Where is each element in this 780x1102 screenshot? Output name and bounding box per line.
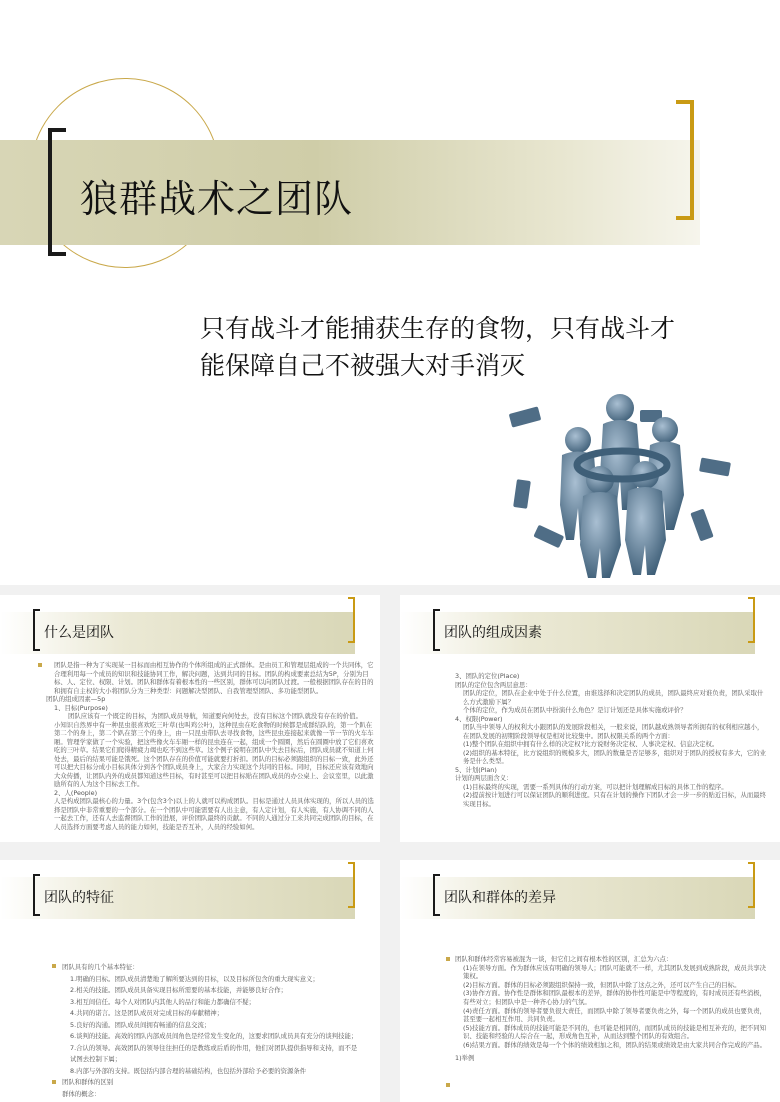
- left-bracket-decoration: [433, 874, 440, 916]
- slide-body: [455, 955, 767, 1062]
- left-bracket-decoration: [48, 128, 66, 256]
- slide-what-is-team: [0, 595, 380, 842]
- bullet-marker: [52, 964, 56, 968]
- left-bracket-decoration: [33, 609, 40, 651]
- paragraph: (1)整个团队在组织中拥有什么样的决定权?比方说财务决定权、人事决定权、信息决定权。: [463, 740, 719, 748]
- slide-divider: [0, 585, 780, 595]
- paragraph: 计划的两层面含义：: [455, 774, 513, 782]
- right-bracket-decoration: [748, 597, 755, 643]
- paragraph: 团队当中领导人的权利大小跟团队的发展阶段相关，一般来说，团队越成熟领导者所拥有的权利相应越小，在团队发展的初期阶段领导权是相对比较集中。团队权限关系的两个方面：: [463, 723, 764, 740]
- left-bracket-decoration: [433, 609, 440, 651]
- slide-title: 什么是团队: [44, 625, 114, 641]
- right-bracket-decoration: [348, 597, 355, 643]
- slide-team-features: [0, 860, 380, 1102]
- slide-team-vs-group: [400, 860, 780, 1102]
- list-item: 7.合认的领导。高效团队的领导往往担任的是教练或后盾的作用，他们对团队提供指导和支持，而不是试图去控制下属；: [70, 1043, 358, 1063]
- paragraph: 小知识自然界中有一种昆虫很喜欢吃三叶草(也叫鸡公叶)，这种昆虫在吃食物的时候都是成群结队的，第一个趴在第二个的身上，第二个趴在第三个的身上，由一只昆虫带队去寻找食物，这些昆虫连接起来就像一节一节的火车车厢。管理学家做了一个实验，把这些像火车车厢一样的昆虫连在一起，组成一个圆圈，然后在圆圈中放了它们喜欢吃的三叶草。结果它们爬得精疲力竭也吃不到这些草。这个例子说明在团队中失去目标后，团队成员就不知道上何处去，最后的结果可能是饿死。这个团队存在的价值可能就要打折扣。团队的目标必须跟组织的目标一致，此外还可以把大目标分成小目标具体分到各个团队成员身上，大家合力实现这个共同的目标。同时，目标还应该有效地向大众传播，让团队内外的成员都知道这些目标，有时甚至可以把目标贴在团队成员的办公桌上、会议室里，以此激励所有的人为这个目标去工作。: [54, 720, 374, 788]
- bullet-marker: [52, 1080, 56, 1084]
- page-subtitle: 只有战斗才能捕获生存的食物，只有战斗才能保障自己不被强大对手消灭: [200, 314, 676, 380]
- paragraph: (1)目标最终的实现，需要一系列具体的行动方案，可以把计划理解成目标的具体工作的程序。: [463, 782, 728, 791]
- paragraph: 团队的组成因素—5p: [46, 695, 106, 703]
- list-item: (3)协作方面。协作性是群体和团队最根本的差异，群体的协作性可能是中等程度的，有时成员还有些消极，有些对立；但团队中是一种齐心协力的气氛。: [463, 989, 767, 1006]
- list-item: (6)结果方面。群体的绩效是每一个个体的绩效相加之和，团队的结果或绩效是由大家共同合作完成的产品。: [463, 1040, 767, 1049]
- list-item: (1)在领导方面。作为群体应该有明确的领导人；团队可能就不一样，尤其团队发展到成熟阶段，成员共享决策权。: [463, 963, 767, 981]
- paragraph: 团队应该有一个既定的目标，为团队成员导航，知道要向何处去，没有目标这个团队就没有存在的价值。: [68, 712, 362, 720]
- list-item: 5.良好的沟通。团队成员间拥有畅通的信息交流；: [70, 1020, 211, 1029]
- list-item: (5)技能方面。群体成员的技能可能是不同的，也可能是相同的，而团队成员的技能是相互补充的，把不同知识、技能和经验的人综合在一起，形成角色互补，从而达到整个团队的有效组合。: [463, 1023, 767, 1041]
- paragraph: 1、目标(Purpose): [54, 703, 108, 712]
- right-bracket-decoration: [676, 100, 694, 220]
- paragraph: 团队和群体经常容易被混为一谈，但它们之间有根本性的区别，汇总为六点：: [455, 955, 673, 963]
- slide-gap-horizontal: [0, 842, 780, 860]
- paragraph: 个体的定位，作为成员在团队中扮演什么角色？是订计划还是具体实施或评价？: [463, 706, 687, 714]
- bullet-marker: [446, 957, 450, 961]
- list-item: 1.明确的目标。团队成员清楚地了解所要达到的目标，以及目标所包含的重大现实意义；: [70, 974, 319, 983]
- list-item: (4)责任方面。群体的领导者要负很大责任，而团队中除了领导者要负责之外，每一个团队的成员也要负责，甚至要一起相互作用、共同负责。: [463, 1006, 767, 1024]
- right-bracket-decoration: [348, 862, 355, 908]
- paragraph: 4、权限(Power): [455, 714, 503, 723]
- paragraph: 5、计划(Plan): [455, 765, 497, 774]
- paragraph: 2、人(People): [54, 788, 98, 797]
- paragraph: 团队具有的几个基本特征：: [62, 963, 139, 971]
- slide-team-components: [400, 595, 780, 842]
- right-bracket-decoration: [748, 862, 755, 908]
- slide-body: [46, 661, 376, 831]
- paragraph: 团队是指一种为了实现某一目标而由相互协作的个体所组成的正式群体。是由员工和管理层组成的一个共同体，它合理利用每一个成员的知识和技能协同工作，解决问题，达到共同的目标。团队的构成要素总结为5P，分别为目标、人、定位、权限、计划。团队和群体有着根本性的一些区别，群体可以向团队过渡。一般根据团队存在的目的和拥有自主权的大小将团队分为三种类型：问题解决型团队、自我管理型团队、多功能型团队。: [54, 661, 374, 695]
- paragraph: 1)举例: [455, 1053, 475, 1062]
- slide-body: [62, 962, 362, 1100]
- paragraph: 人是构成团队最核心的力量。3个(包含3个)以上的人就可以构成团队。目标是通过人员具体实现的，所以人员的选择是团队中非常重要的一个部分。在一个团队中可能需要有人出主意，有人定计划，有人实施，有人协调不同的人一起去工作，还有人去监督团队工作的进展，评价团队最终的贡献。不同的人通过分工来共同完成团队的目标，在人员选择方面要考虑人员的能力如何，技能是否互补，人员的经验如何。: [54, 797, 374, 831]
- teamwork-figures-illustration: [500, 380, 760, 580]
- slide-body: [455, 672, 767, 808]
- paragraph: 团队的定位，团队在企业中处于什么位置，由谁选择和决定团队的成员，团队最终应对谁负责，团队采取什么方式激励下属？: [463, 689, 764, 706]
- paragraph: 团队的定位包含两层意思：: [455, 680, 532, 689]
- slide-title: 团队的组成因素: [444, 625, 542, 641]
- slide-title: 团队和群体的差异: [444, 890, 556, 906]
- list-item: 4.共同的诺言。这是团队成员对完成目标的奉献精神；: [70, 1009, 224, 1017]
- paragraph: (2)组织的基本特征，比方说组织的规模多大，团队的数量是否足够多，组织对于团队的授权有多大，它的业务是什么类型。: [463, 748, 767, 765]
- paragraph: (2)提前按计划进行可以保证团队的顺利进度。只有在计划的操作下团队才会一步一步的贴近目标，从而最终实现目标。: [463, 791, 767, 808]
- bullet-marker: [38, 663, 42, 667]
- list-item: (2)目标方面。群体的目标必须跟组织保持一致，但团队中除了这点之外，还可以产生自己的目标。: [463, 980, 741, 989]
- list-item: 6.谈判的技能。高效的团队内部成员间角色是经常发生变化的，这要求团队成员具有充分的谈判技能；: [70, 1032, 358, 1040]
- list-item: 2.相关的技能。团队成员具备实现目标所需要的基本技能，并能够良好合作；: [70, 986, 287, 994]
- list-item: 3.相互间信任。每个人对团队内其他人的品行和能力都确信不疑；: [70, 997, 256, 1006]
- left-bracket-decoration: [33, 874, 40, 916]
- paragraph: 3、团队的定位(Place): [455, 672, 520, 680]
- page-title: 狼群战术之团队: [80, 177, 354, 221]
- slide-title: 团队的特征: [44, 890, 114, 906]
- paragraph: 团队和群体的区别: [62, 1078, 114, 1086]
- list-item: 8.内部与外部的支持。既包括内部合理的基础结构，也包括外部给予必要的资源条件: [70, 1066, 307, 1075]
- bullet-marker: [446, 1083, 450, 1087]
- paragraph: 群体的概念：: [62, 1089, 101, 1098]
